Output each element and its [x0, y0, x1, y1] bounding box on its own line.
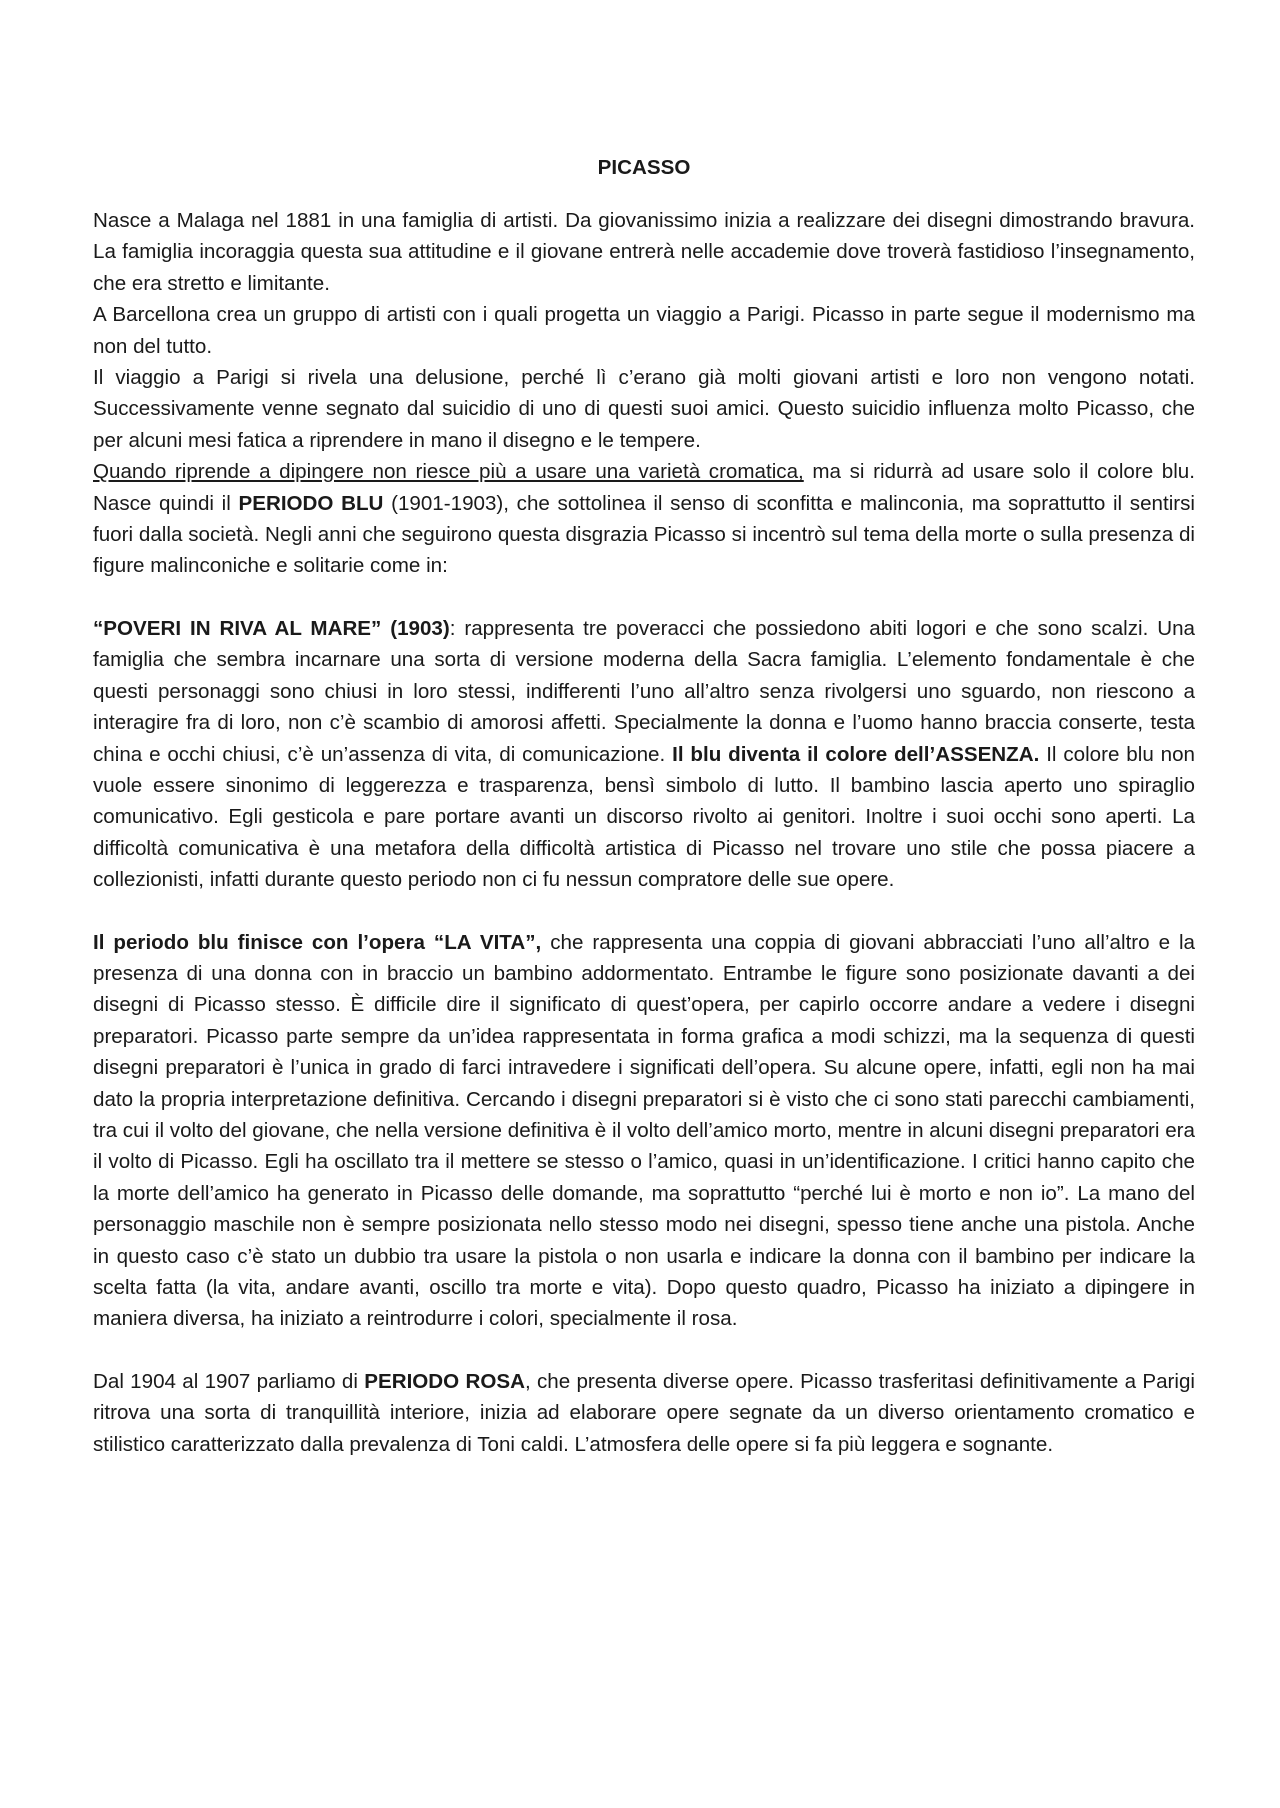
intro-paragraph-2 [93, 299, 1195, 362]
la-vita-lead: Il periodo blu finisce con l’opera “LA VITA”, [93, 930, 542, 954]
la-vita-paragraph [93, 927, 1195, 1335]
intro-text-3: Il viaggio a Parigi si rivela una delusione, perché lì c’erano già molti giovani artisti e loro non vengono notati. Successivamente venne segnato dal suicidio di uno di questi suoi amici. Questo suicidio influenza molto Picasso, che per alcuni mesi fatica a riprendere in mano il disegno e le tempere. [93, 366, 1195, 452]
intro-text-2: A Barcellona crea un gruppo di artisti con i quali progetta un viaggio a Parigi. Picasso in parte segue il modernismo ma non del tutto. [93, 303, 1195, 358]
poveri-text-a: : rappresenta tre poveracci che possiedono abiti logori e che sono scalzi. Una famiglia che sembra incarnare una sorta di versione moderna della Sacra famiglia. L’elemento fondamentale è che questi personaggi sono chiusi in loro stessi, indifferenti l’uno all’altro senza rivolgersi uno sguardo, non riescono a interagire fra di loro, non c’è scambio di amorosi affetti. Specialmente la donna e l’uomo hanno braccia conserte, testa china e occhi chiusi, c’è un’assenza di vita, di comunicazione. [93, 616, 1195, 766]
periodo-rosa-paragraph [93, 1366, 1195, 1460]
periodo-rosa-heading: PERIODO ROSA [364, 1369, 525, 1393]
document-page [93, 152, 1195, 1460]
poveri-paragraph [93, 613, 1195, 896]
intro-text-4a: ma si ridurrà ad usare solo il colore blu. Nasce quindi il [93, 460, 1195, 515]
intro-paragraph-3 [93, 362, 1195, 456]
poveri-title: “POVERI IN RIVA AL MARE” (1903) [93, 616, 450, 640]
intro-paragraph-1 [93, 205, 1195, 299]
underlined-sentence: Quando riprende a dipingere non riesce più a usare una varietà cromatica, [93, 460, 804, 484]
periodo-blu-heading: PERIODO BLU [238, 491, 384, 515]
rosa-text-a: Dal 1904 al 1907 parliamo di [93, 1369, 365, 1393]
poveri-text-b: Il colore blu non vuole essere sinonimo di leggerezza e trasparenza, bensì simbolo di lutto. Il bambino lascia aperto uno spiraglio comunicativo. Egli gesticola e pare portare avanti un discorso rivolto ai genitori. Inoltre i suoi occhi sono aperti. La difficoltà comunicativa è una metafora della difficoltà artistica di Picasso nel trovare uno stile che possa piacere a collezionisti, infatti durante questo periodo non ci fu nessun compratore delle sue opere. [93, 742, 1195, 892]
assenza-emphasis: Il blu diventa il colore dell’ASSENZA. [672, 742, 1040, 766]
rosa-text-b: , che presenta diverse opere. Picasso trasferitasi definitivamente a Parigi ritrova una sorta di tranquillità interiore, inizia ad elaborare opere segnate da un diverso orientamento cromatico e stilistico caratterizzato dalla prevalenza di Toni caldi. L’atmosfera delle opere si fa più leggera e sognante. [93, 1369, 1195, 1456]
document-title: PICASSO [597, 156, 691, 179]
intro-text-4b: (1901-1903), che sottolinea il senso di sconfitta e malinconia, ma soprattutto il sentirsi fuori dalla società. Negli anni che seguirono questa disgrazia Picasso si incentrò sul tema della morte o sulla presenza di figure malinconiche e solitarie come in: [93, 491, 1196, 578]
intro-text-1: Nasce a Malaga nel 1881 in una famiglia di artisti. Da giovanissimo inizia a realizzare dei disegni dimostrando bravura. La famiglia incoraggia questa sua attitudine e il giovane entrerà nelle accademie dove troverà fastidioso l’insegnamento, che era stretto e limitante. [93, 209, 1195, 295]
intro-paragraph-4 [93, 456, 1195, 582]
la-vita-text: che rappresenta una coppia di giovani abbracciati l’uno all’altro e la presenza di una donna con in braccio un bambino addormentato. Entrambe le figure sono posizionate davanti a dei disegni di Picasso stesso. È difficile dire il significato di quest’opera, per capirlo occorre andare a vedere i disegni preparatori. Picasso parte sempre da un’idea rappresentata in forma grafica a modi schizzi, ma la sequenza di questi disegni preparatori è l’unica in grado di farci intravedere i significati dell’opera. Su alcune opere, infatti, egli non ha mai dato la propria interpretazione definitiva. Cercando i disegni preparatori si è visto che ci sono stati parecchi cambiamenti, tra cui il volto del giovane, che nella versione definitiva è il volto dell’amico morto, mentre in alcuni disegni preparatori era il volto di Picasso. Egli ha oscillato tra il mettere se stesso o l’amico, quasi in un’identificazione. I critici hanno capito che la morte dell’amico ha generato in Picasso delle domande, ma soprattutto “perché lui è morto e non io”. La mano del personaggio maschile non è sempre posizionata nello stesso modo nei disegni, spesso tiene anche una pistola. Anche in questo caso c’è stato un dubbio tra usare la pistola o non usarla e indicare la donna con il bambino per indicare la scelta fatta (la vita, andare avanti, oscillo tra morte e vita). Dopo questo quadro, Picasso ha iniziato a dipingere in maniera diversa, ha iniziato a reintrodurre i colori, specialmente il rosa. [93, 930, 1196, 1331]
